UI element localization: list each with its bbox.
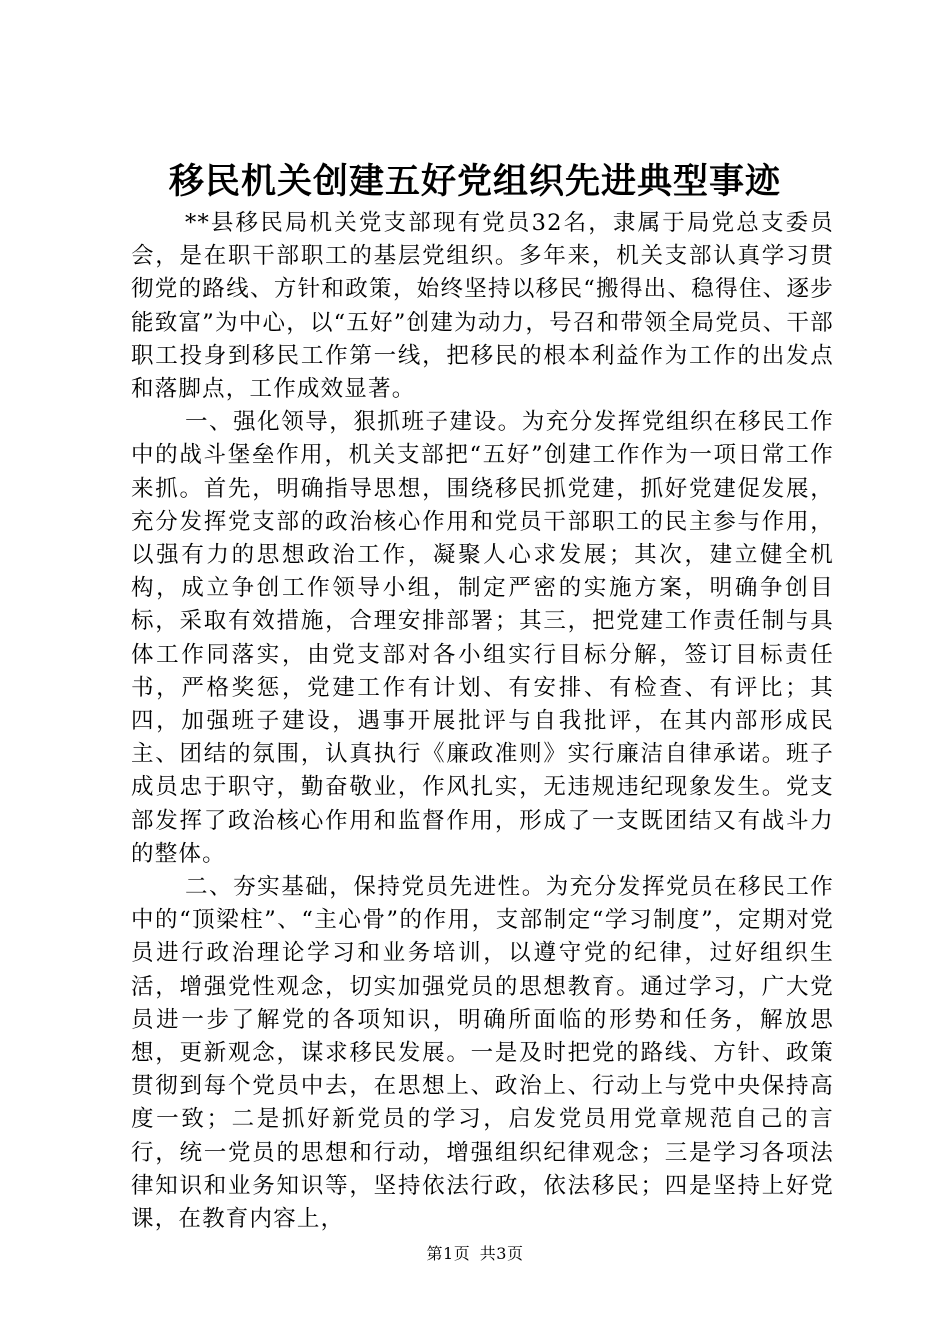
page-total: 共3页 (479, 1244, 524, 1263)
paragraph-intro: **县移民局机关党支部现有党员32名，隶属于局党总支委员会，是在职干部职工的基层党组织。多年来，机关支部认真学习贯彻党的路线、方针和政策，始终坚持以移民“搬得出、稳得住、逐步能致富”为中心，以“五好”创建为动力，号召和带领全局党员、干部职工投身到移民工作第一线，把移民的根本利益作为工作的出发点和落脚点，工作成效显著。 (131, 210, 834, 403)
page-number: 第1页 (426, 1244, 471, 1263)
page-footer (0, 1243, 950, 1265)
paragraph-section-two: 二、夯实基础，保持党员先进性。为充分发挥党员在移民工作中的“顶梁柱”、“主心骨”的作用，支部制定“学习制度”，定期对党员进行政治理论学习和业务培训，以遵守党的纪律，过好组织生活，增强党性观念，切实加强党员的思想教育。通过学习，广大党员进一步了解党的各项知识，明确所面临的形势和任务，解放思想，更新观念，谋求移民发展。一是及时把党的路线、方针、政策贯彻到每个党员中去，在思想上、政治上、行动上与党中央保持高度一致；二是抓好新党员的学习，启发党员用党章规范自己的言行，统一党员的思想和行动，增强组织纪律观念；三是学习各项法律知识和业务知识等，坚持依法行政，依法移民；四是坚持上好党课，在教育内容上， (131, 874, 834, 1233)
document-title: 移民机关创建五好党组织先进典型事迹 (168, 161, 781, 202)
paragraph-section-one: 一、强化领导，狠抓班子建设。为充分发挥党组织在移民工作中的战斗堡垒作用，机关支部把“五好”创建工作作为一项日常工作来抓。首先，明确指导思想，围绕移民抓党建，抓好党建促发展，充分发挥党支部的政治核心作用和党员干部职工的民主参与作用，以强有力的思想政治工作，凝聚人心求发展；其次，建立健全机构，成立争创工作领导小组，制定严密的实施方案，明确争创目标，采取有效措施，合理安排部署；其三，把党建工作责任制与具体工作同落实，由党支部对各小组实行目标分解，签订目标责任书，严格奖惩，党建工作有计划、有安排、有检查、有评比；其四，加强班子建设，遇事开展批评与自我批评，在其内部形成民主、团结的氛围，认真执行《廉政准则》实行廉洁自律承诺。班子成员忠于职守，勤奋敬业，作风扎实，无违规违纪现象发生。党支部发挥了政治核心作用和监督作用，形成了一支既团结又有战斗力的整体。 (131, 409, 834, 867)
document-body (131, 207, 834, 1236)
